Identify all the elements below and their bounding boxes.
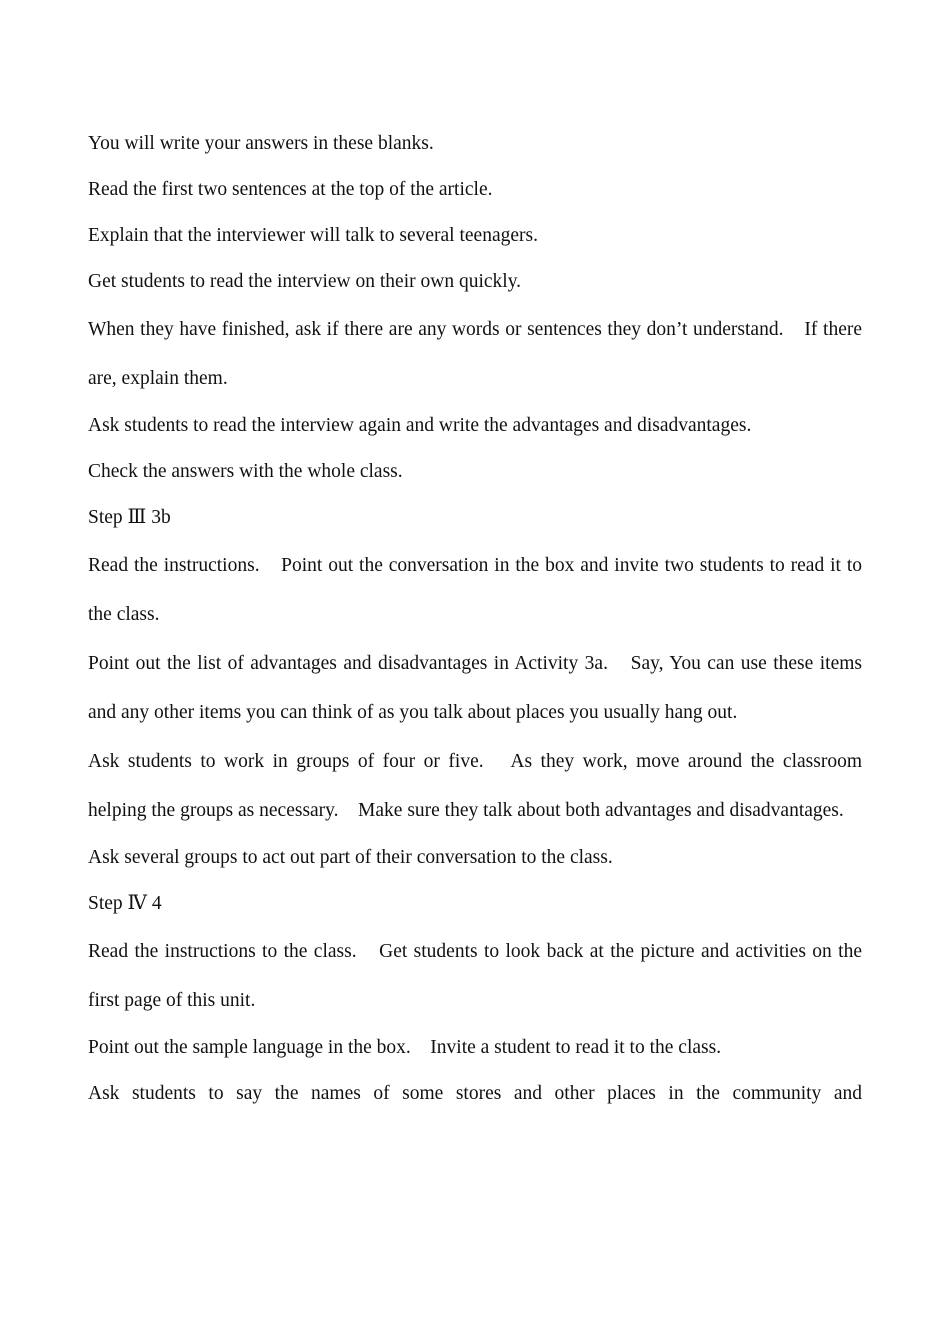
paragraph-when-finished: When they have finished, ask if there are any words or sentences they don’t understand. If there are, explain them. [88,319,862,389]
paragraph-explain-interviewer: Explain that the interviewer will talk to several teenagers. [88,225,538,246]
paragraph-act-out: Ask several groups to act out part of their conversation to the class. [88,847,613,868]
paragraph-read-interview: Get students to read the interview on their own quickly. [88,271,522,292]
paragraph-point-out-list: Point out the list of advantages and disadvantages in Activity 3a. Say, You can use these items and any other items you can think of as you talk about places you usually hang out. [88,653,862,723]
paragraph-work-in-groups: Ask students to work in groups of four or five. As they work, move around the classroom helping the groups as necessary. Make sure they talk about both advantages and disadvantages. [88,751,862,821]
paragraph-write-answers: You will write your answers in these blanks. [88,133,434,154]
paragraph-read-first-sentences: Read the first two sentences at the top of the article. [88,179,493,200]
document-body [88,121,862,1117]
paragraph-read-instructions-3b: Read the instructions. Point out the conversation in the box and invite two students to read it to the class. [88,555,862,625]
paragraph-check-answers: Check the answers with the whole class. [88,461,403,482]
paragraph-read-instructions-4: Read the instructions to the class. Get students to look back at the picture and activities on the first page of this unit. [88,941,862,1011]
paragraph-read-again: Ask students to read the interview again and write the advantages and disadvantages. [88,415,752,436]
paragraph-say-names: Ask students to say the names of some stores and other places in the community and [88,1083,862,1104]
step-4-heading: Step Ⅳ 4 [88,893,162,914]
step-3b-heading: Step Ⅲ 3b [88,507,171,528]
paragraph-sample-language: Point out the sample language in the box. Invite a student to read it to the class. [88,1037,722,1058]
